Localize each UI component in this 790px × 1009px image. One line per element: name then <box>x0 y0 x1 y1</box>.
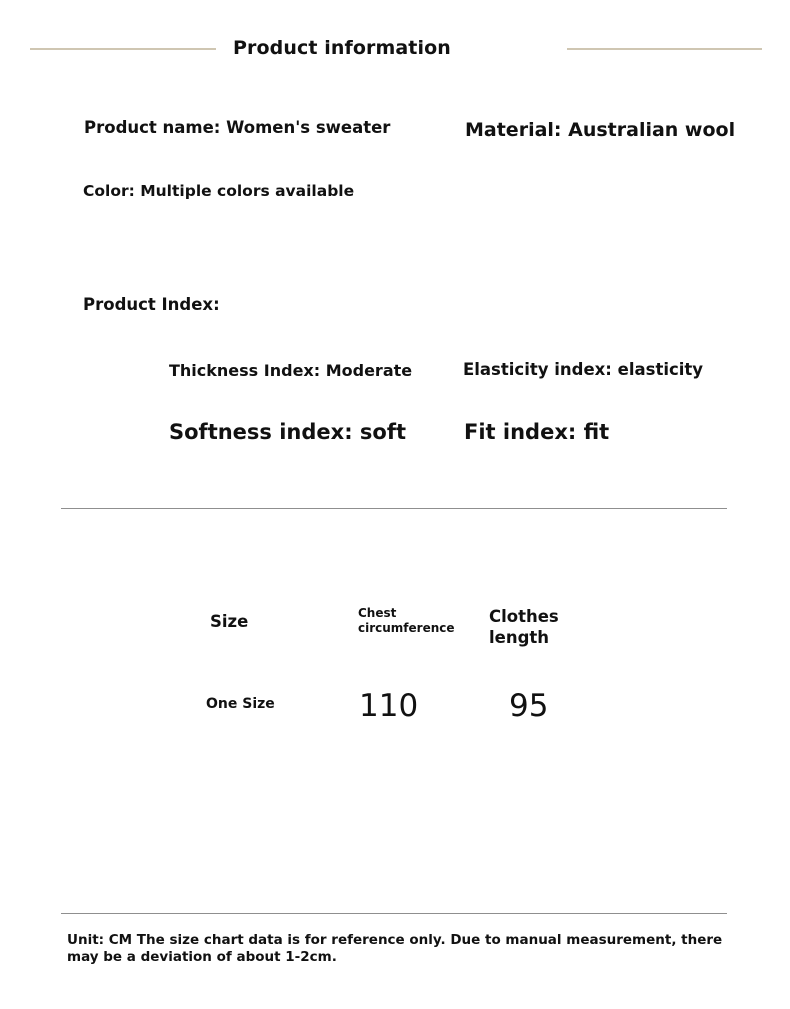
product-index-title: Product Index: <box>83 295 220 314</box>
softness-index: Softness index: soft <box>169 420 407 444</box>
product-color: Color: Multiple colors available <box>83 182 355 200</box>
chest-column-header: Chest circumference <box>358 606 455 635</box>
size-cell: One Size <box>206 696 275 712</box>
header-rule-right <box>567 48 762 50</box>
length-column-header: Clothes length <box>489 607 559 647</box>
header-rule-left <box>30 48 216 50</box>
measurement-note: Unit: CM The size chart data is for reference only. Due to manual measurement, there may be a deviation of about 1-2cm. <box>67 932 723 965</box>
section-divider-top <box>61 508 727 509</box>
length-cell: 95 <box>509 688 549 724</box>
product-material: Material: Australian wool <box>465 119 736 141</box>
size-column-header: Size <box>210 612 249 631</box>
chest-cell: 110 <box>359 688 419 724</box>
elasticity-index: Elasticity index: elasticity <box>463 360 704 379</box>
product-name: Product name: Women's sweater <box>84 118 391 137</box>
fit-index: Fit index: fit <box>464 420 610 444</box>
thickness-index: Thickness Index: Moderate <box>169 361 413 380</box>
page-title: Product information <box>233 37 451 59</box>
section-divider-bottom <box>61 913 727 914</box>
